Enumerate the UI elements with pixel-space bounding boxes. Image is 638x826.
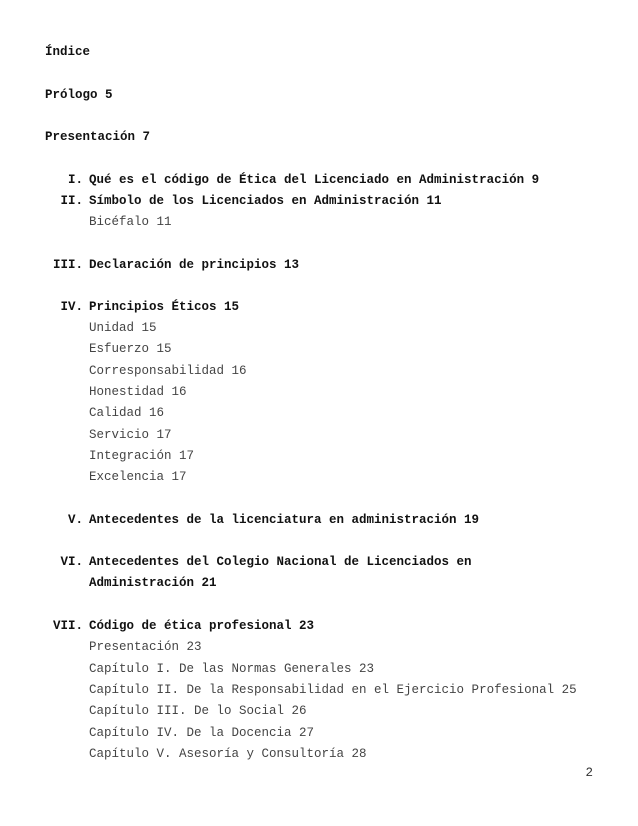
toc-subentry[interactable]: Capítulo I. De las Normas Generales 23 bbox=[89, 662, 375, 676]
section-title: Símbolo de los Licenciados en Administración 11 bbox=[89, 194, 442, 208]
section-number: I. bbox=[67, 173, 83, 187]
toc-subentry[interactable]: Capítulo V. Asesoría y Consultoría 28 bbox=[89, 747, 367, 761]
toc-section-iv[interactable] bbox=[60, 299, 240, 315]
section-title: Declaración de principios 13 bbox=[89, 258, 300, 272]
section-number: V. bbox=[67, 513, 83, 527]
toc-subentry[interactable]: Servicio 17 bbox=[89, 428, 172, 442]
toc-subentry[interactable]: Presentación 23 bbox=[89, 640, 202, 654]
section-number: IV. bbox=[60, 300, 83, 314]
section-number: VI. bbox=[60, 555, 83, 569]
toc-subentry[interactable]: Esfuerzo 15 bbox=[89, 342, 172, 356]
section-number: VII. bbox=[52, 619, 83, 633]
toc-entry-label: Presentación 7 bbox=[45, 130, 151, 144]
toc-section-vii[interactable] bbox=[52, 618, 315, 634]
section-number: II. bbox=[60, 194, 83, 208]
toc-subentry[interactable]: Capítulo II. De la Responsabilidad en el Ejercicio Profesional 25 bbox=[89, 683, 577, 697]
toc-subentry[interactable]: Unidad 15 bbox=[89, 321, 157, 335]
section-title: Principios Éticos 15 bbox=[89, 300, 240, 314]
toc-entry-presentacion[interactable] bbox=[45, 129, 150, 145]
toc-section-ii[interactable] bbox=[60, 193, 442, 209]
toc-section-v[interactable] bbox=[67, 512, 480, 528]
toc-entry-prologo[interactable] bbox=[45, 87, 113, 103]
toc-subentry[interactable]: Calidad 16 bbox=[89, 406, 165, 420]
page-number: 2 bbox=[585, 766, 593, 780]
toc-subentry[interactable]: Corresponsabilidad 16 bbox=[89, 364, 247, 378]
section-number: III. bbox=[52, 258, 83, 272]
toc-subentry[interactable]: Capítulo IV. De la Docencia 27 bbox=[89, 726, 315, 740]
section-title: Antecedentes de la licenciatura en administración 19 bbox=[89, 513, 480, 527]
section-title: Antecedentes del Colegio Nacional de Licenciados en bbox=[89, 555, 472, 569]
toc-subentry[interactable]: Excelencia 17 bbox=[89, 470, 187, 484]
toc-subentry[interactable]: Bicéfalo 11 bbox=[89, 215, 172, 229]
section-title: Código de ética profesional 23 bbox=[89, 619, 315, 633]
toc-subentry[interactable]: Integración 17 bbox=[89, 449, 195, 463]
toc-subentry[interactable]: Capítulo III. De lo Social 26 bbox=[89, 704, 307, 718]
toc-section-iii[interactable] bbox=[52, 257, 300, 273]
toc-entry-label: Prólogo 5 bbox=[45, 88, 113, 102]
index-heading: Índice bbox=[45, 45, 91, 59]
toc-section-vi-continued[interactable]: Administración 21 bbox=[89, 576, 217, 590]
toc-subentry[interactable]: Honestidad 16 bbox=[89, 385, 187, 399]
toc-section-i[interactable] bbox=[67, 172, 540, 188]
section-title: Qué es el código de Ética del Licenciado en Administración 9 bbox=[89, 173, 540, 187]
toc-section-vi[interactable] bbox=[60, 554, 472, 570]
